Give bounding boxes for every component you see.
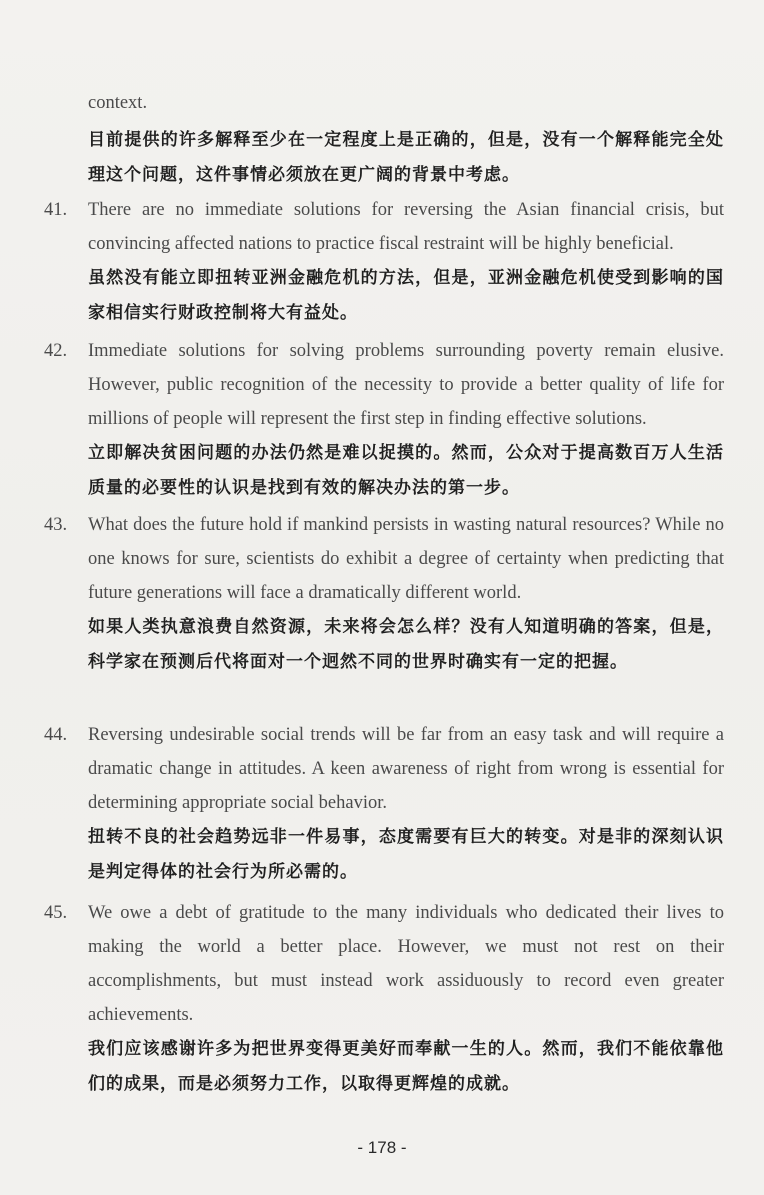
item-english-text: Reversing undesirable social trends will be far from an easy task and will require a dramatic change in attitudes. A keen awareness of right from wrong is essential for determining appropriate social behavior. — [88, 725, 724, 813]
item-chinese-translation: 虽然没有能立即扭转亚洲金融危机的方法，但是，亚洲金融危机使受到影响的国家相信实行财政控制将大有益处。 — [88, 268, 724, 323]
item-number: 45. — [44, 903, 68, 923]
sentence-item-41 — [44, 193, 724, 331]
item-number: 41. — [44, 200, 68, 220]
sentence-item-44 — [44, 718, 724, 890]
item-chinese-translation: 立即解决贫困问题的办法仍然是难以捉摸的。然而，公众对于提高数百万人生活质量的必要性的认识是找到有效的解决办法的第一步。 — [88, 443, 724, 498]
sentence-item-45 — [44, 896, 724, 1102]
intro-chinese-translation: 目前提供的许多解释至少在一定程度上是正确的，但是，没有一个解释能完全处理这个问题，这件事情必须放在更广阔的背景中考虑。 — [88, 130, 724, 185]
item-chinese-translation: 我们应该感谢许多为把世界变得更美好而奉献一生的人。然而，我们不能依靠他们的成果，而是必须努力工作，以取得更辉煌的成就。 — [88, 1039, 724, 1094]
item-number: 44. — [44, 725, 68, 745]
item-english-text: What does the future hold if mankind persists in wasting natural resources? While no one knows for sure, scientists do exhibit a degree of certainty when predicting that future generations will face a dramatically different world. — [88, 515, 724, 603]
item-chinese-translation: 如果人类执意浪费自然资源，未来将会怎么样？没有人知道明确的答案，但是，科学家在预测后代将面对一个迥然不同的世界时确实有一定的把握。 — [88, 617, 724, 672]
sentence-item-42 — [44, 334, 724, 506]
item-english-text: We owe a debt of gratitude to the many individuals who dedicated their lives to making the world a better place. However, we must not rest on their accomplishments, but must instead work assiduously to record even greater achievements. — [88, 903, 724, 1025]
item-english-text: There are no immediate solutions for reversing the Asian financial crisis, but convincing affected nations to practice fiscal restraint will be highly beneficial. — [88, 200, 724, 254]
intro-english-text: context. — [88, 93, 148, 113]
item-english-text: Immediate solutions for solving problems surrounding poverty remain elusive. However, public recognition of the necessity to provide a better quality of life for millions of people will represent the first step in finding effective solutions. — [88, 341, 724, 429]
item-chinese-translation: 扭转不良的社会趋势远非一件易事，态度需要有巨大的转变。对是非的深刻认识是判定得体的社会行为所必需的。 — [88, 827, 724, 882]
sentence-item-43 — [44, 508, 724, 680]
page-number: - 178 - — [357, 1138, 407, 1157]
intro-block — [88, 86, 724, 193]
item-number: 43. — [44, 515, 68, 535]
item-number: 42. — [44, 341, 68, 361]
